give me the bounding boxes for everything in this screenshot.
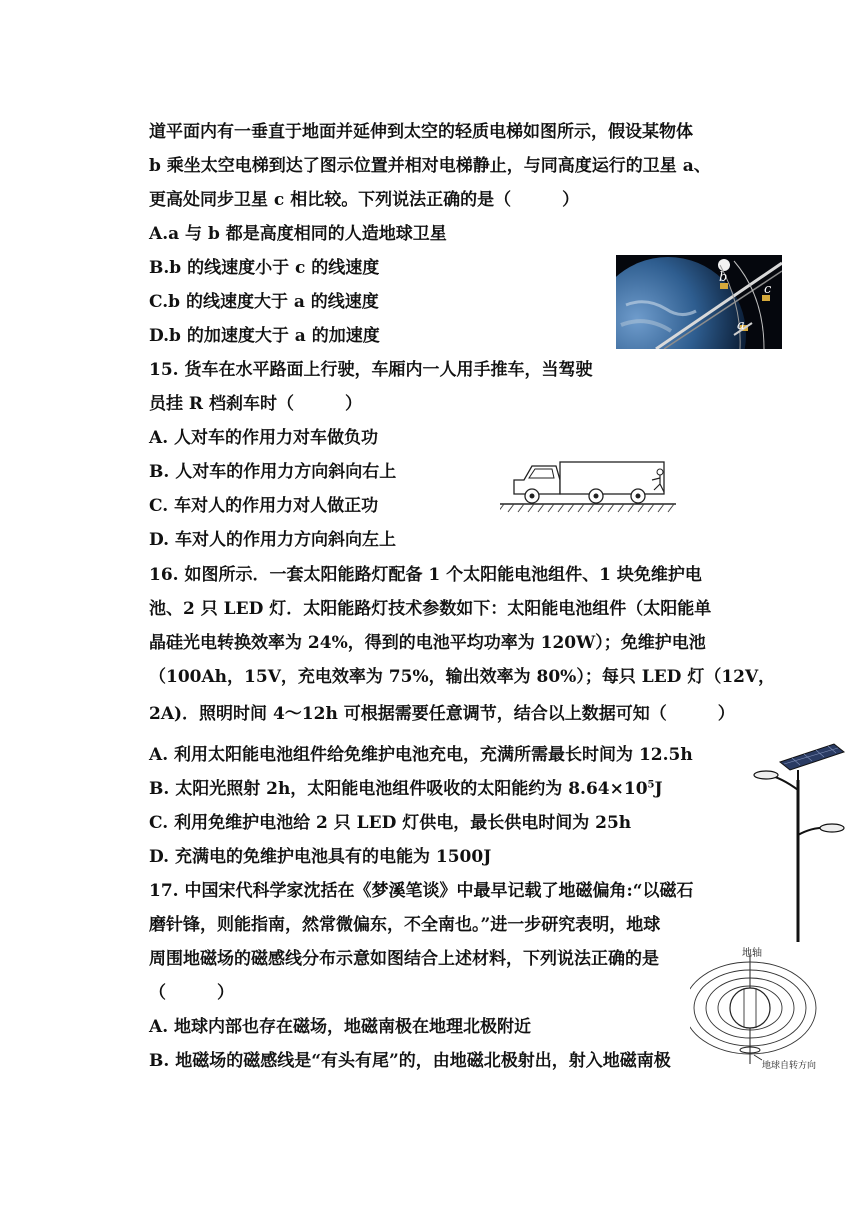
label-c: c: [764, 282, 772, 297]
axis-label: 地轴: [742, 948, 762, 959]
option-b: B. 人对车的作用力方向斜向右上: [149, 462, 397, 482]
option-b-text: B. 太阳光照射 2h，太阳能电池组件吸收的太阳能约为 8.64×10: [149, 779, 648, 799]
label-b: b: [719, 270, 728, 285]
earth-magnetic-field-figure: [690, 944, 840, 1074]
option-b: B.b 的线速度小于 c 的线速度: [149, 258, 380, 278]
unit: J: [654, 779, 663, 799]
option-d: D. 车对人的作用力方向斜向左上: [149, 530, 396, 550]
option-d: D. 充满电的免维护电池具有的电能为 1500J: [149, 847, 492, 867]
option-b: [149, 778, 663, 800]
solar-lamp-image: [752, 740, 848, 942]
text-line: 2A)．照明时间 4～12h 可根据需要任意调节，结合以上数据可知（ ）: [149, 704, 735, 724]
space-elevator-image: [616, 255, 782, 349]
option-c: C.b 的线速度大于 a 的线速度: [149, 292, 379, 312]
exponent: 5: [647, 779, 655, 791]
option-a: A. 地球内部也存在磁场，地磁南极在地理北极附近: [149, 1017, 532, 1037]
text-line: b 乘坐太空电梯到达了图示位置并相对电梯静止，与同高度运行的卫星 a、: [149, 156, 711, 176]
option-a: A.a 与 b 都是高度相同的人造地球卫星: [149, 224, 447, 244]
question-15-stem: 15. 货车在水平路面上行驶，车厢内一人用手推车，当驾驶: [149, 360, 593, 380]
text-line: 池、2 只 LED 灯．太阳能路灯技术参数如下：太阳能电池组件（太阳能单: [149, 599, 712, 619]
solar-lamp-figure: [752, 740, 848, 942]
text-line: 磨针锋，则能指南，然常微偏东，不全南也。”进一步研究表明，地球: [149, 915, 661, 935]
text-line: 员挂 R 档刹车时（ ）: [149, 394, 362, 414]
question-17-stem: 17. 中国宋代科学家沈括在《梦溪笔谈》中最早记载了地磁偏角:“以磁石: [149, 881, 694, 901]
text-line: 更高处同步卫星 c 相比较。下列说法正确的是（ ）: [149, 190, 580, 210]
text-line: 周围地磁场的磁感线分布示意如图结合上述材料，下列说法正确的是: [149, 949, 659, 969]
rotation-label: 地球自转方向: [762, 1061, 817, 1071]
option-c: C. 利用免维护电池给 2 只 LED 灯供电，最长供电时间为 25h: [149, 813, 632, 833]
text-line: （100Ah，15V，充电效率为 75%，输出效率为 80%）；每只 LED 灯（12V，: [149, 667, 776, 687]
text-line: （ ）: [149, 983, 234, 1003]
text-line: 道平面内有一垂直于地面并延伸到太空的轻质电梯如图所示，假设某物体: [149, 122, 693, 142]
option-b: B. 地磁场的磁感线是“有头有尾”的，由地磁北极射出，射入地磁南极: [149, 1051, 671, 1071]
option-a: A. 人对车的作用力对车做负功: [149, 428, 379, 448]
option-a: A. 利用太阳能电池组件给免维护电池充电，充满所需最长时间为 12.5h: [149, 745, 693, 765]
text-line: 晶硅光电转换效率为 24%，得到的电池平均功率为 120W）；免维护电池: [149, 633, 706, 653]
space-elevator-figure: [616, 255, 782, 349]
option-d: D.b 的加速度大于 a 的加速度: [149, 326, 380, 346]
truck-diagram: [500, 458, 676, 518]
magnetic-field-diagram: [690, 944, 840, 1074]
option-c: C. 车对人的作用力对人做正功: [149, 496, 379, 516]
question-16-stem: 16. 如图所示．一套太阳能路灯配备 1 个太阳能电池组件、1 块免维护电: [149, 565, 702, 585]
truck-figure: [500, 458, 676, 518]
label-a: a: [737, 318, 745, 333]
